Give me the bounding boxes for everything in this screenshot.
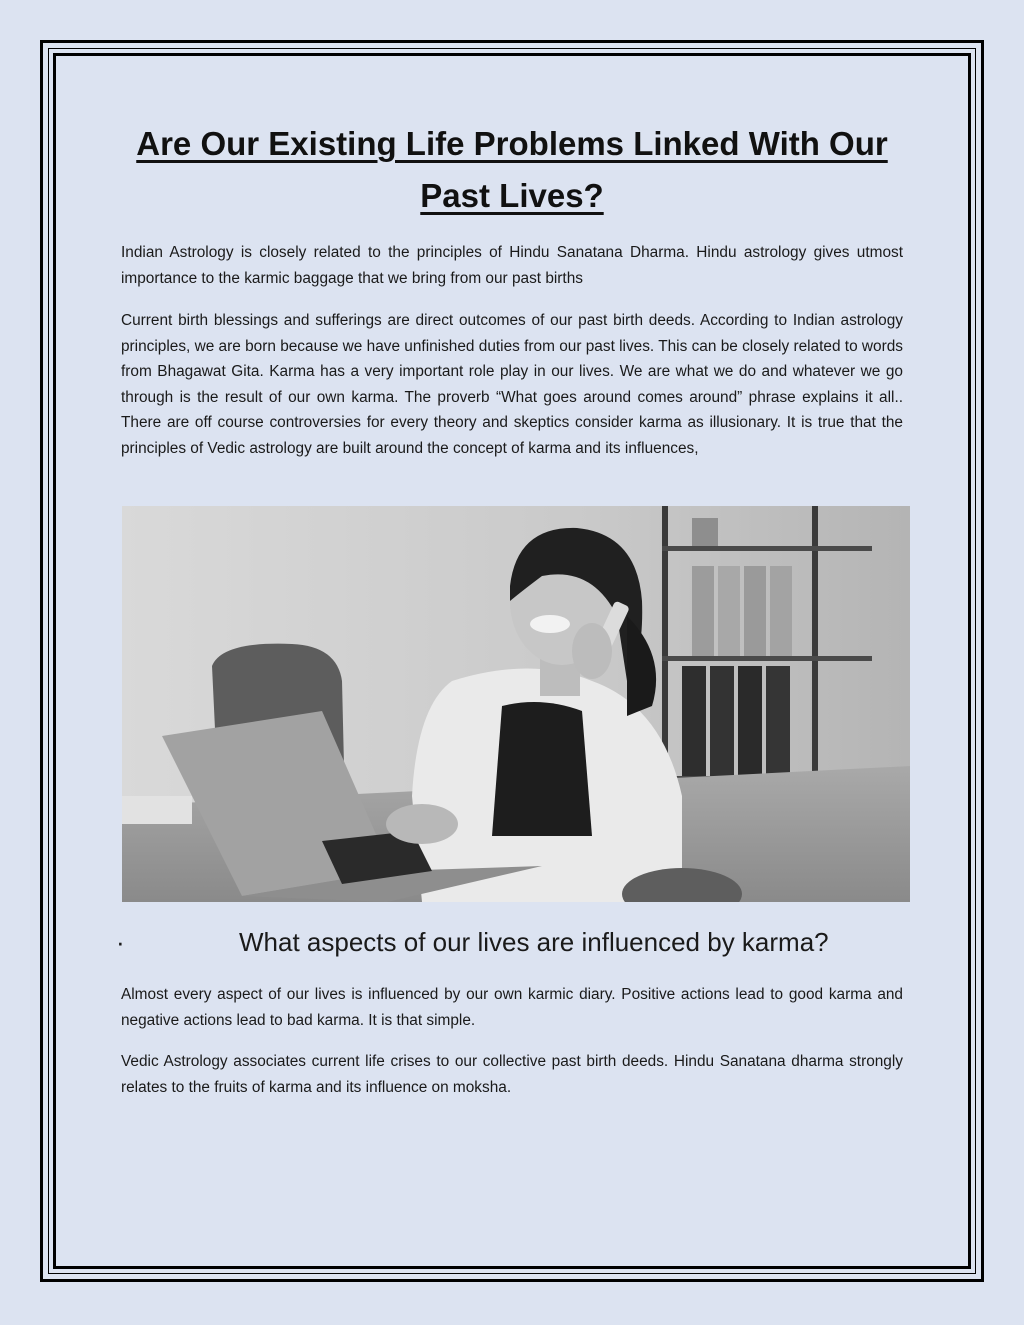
intro-paragraph: Indian Astrology is closely related to the principles of Hindu Sanatana Dharma. Hindu astrology gives utmost importance to the karmic baggage that we bring from our past births (121, 244, 903, 287)
karmic-diary-paragraph: Almost every aspect of our lives is influenced by our own karmic diary. Positive actions lead to good karma and negative actions lead to bad karma. It is that simple. (121, 986, 903, 1029)
subheading-text: What aspects of our lives are influenced by karma? (239, 927, 829, 957)
section-subheading (116, 922, 916, 962)
karma-paragraph: Current birth blessings and sufferings are direct outcomes of our past birth deeds. According to Indian astrology principles, we are born because we have unfinished duties from our past lives. This can be closely related to words from Bhagawat Gita. Karma has a very important role play in our lives. We are what we do and whatever we go through is the result of our own karma. The proverb “What goes around comes around” phrase explains it all.. There are off course controversies for every theory and skeptics consider karma as illusionary. It is true that the principles of Vedic astrology are built around the concept of karma and its influences, (121, 312, 903, 457)
vedic-astrology-paragraph: Vedic Astrology associates current life crises to our collective past birth deeds. Hindu Sanatana dharma strongly relates to the fruits of karma and its influence on moksha. (121, 1053, 903, 1096)
document-title: Are Our Existing Life Problems Linked With Our Past Lives? (136, 125, 888, 214)
photo-illustration (122, 506, 910, 902)
bullet-marker: · (116, 927, 125, 957)
woman-with-laptop-photo (122, 506, 910, 902)
